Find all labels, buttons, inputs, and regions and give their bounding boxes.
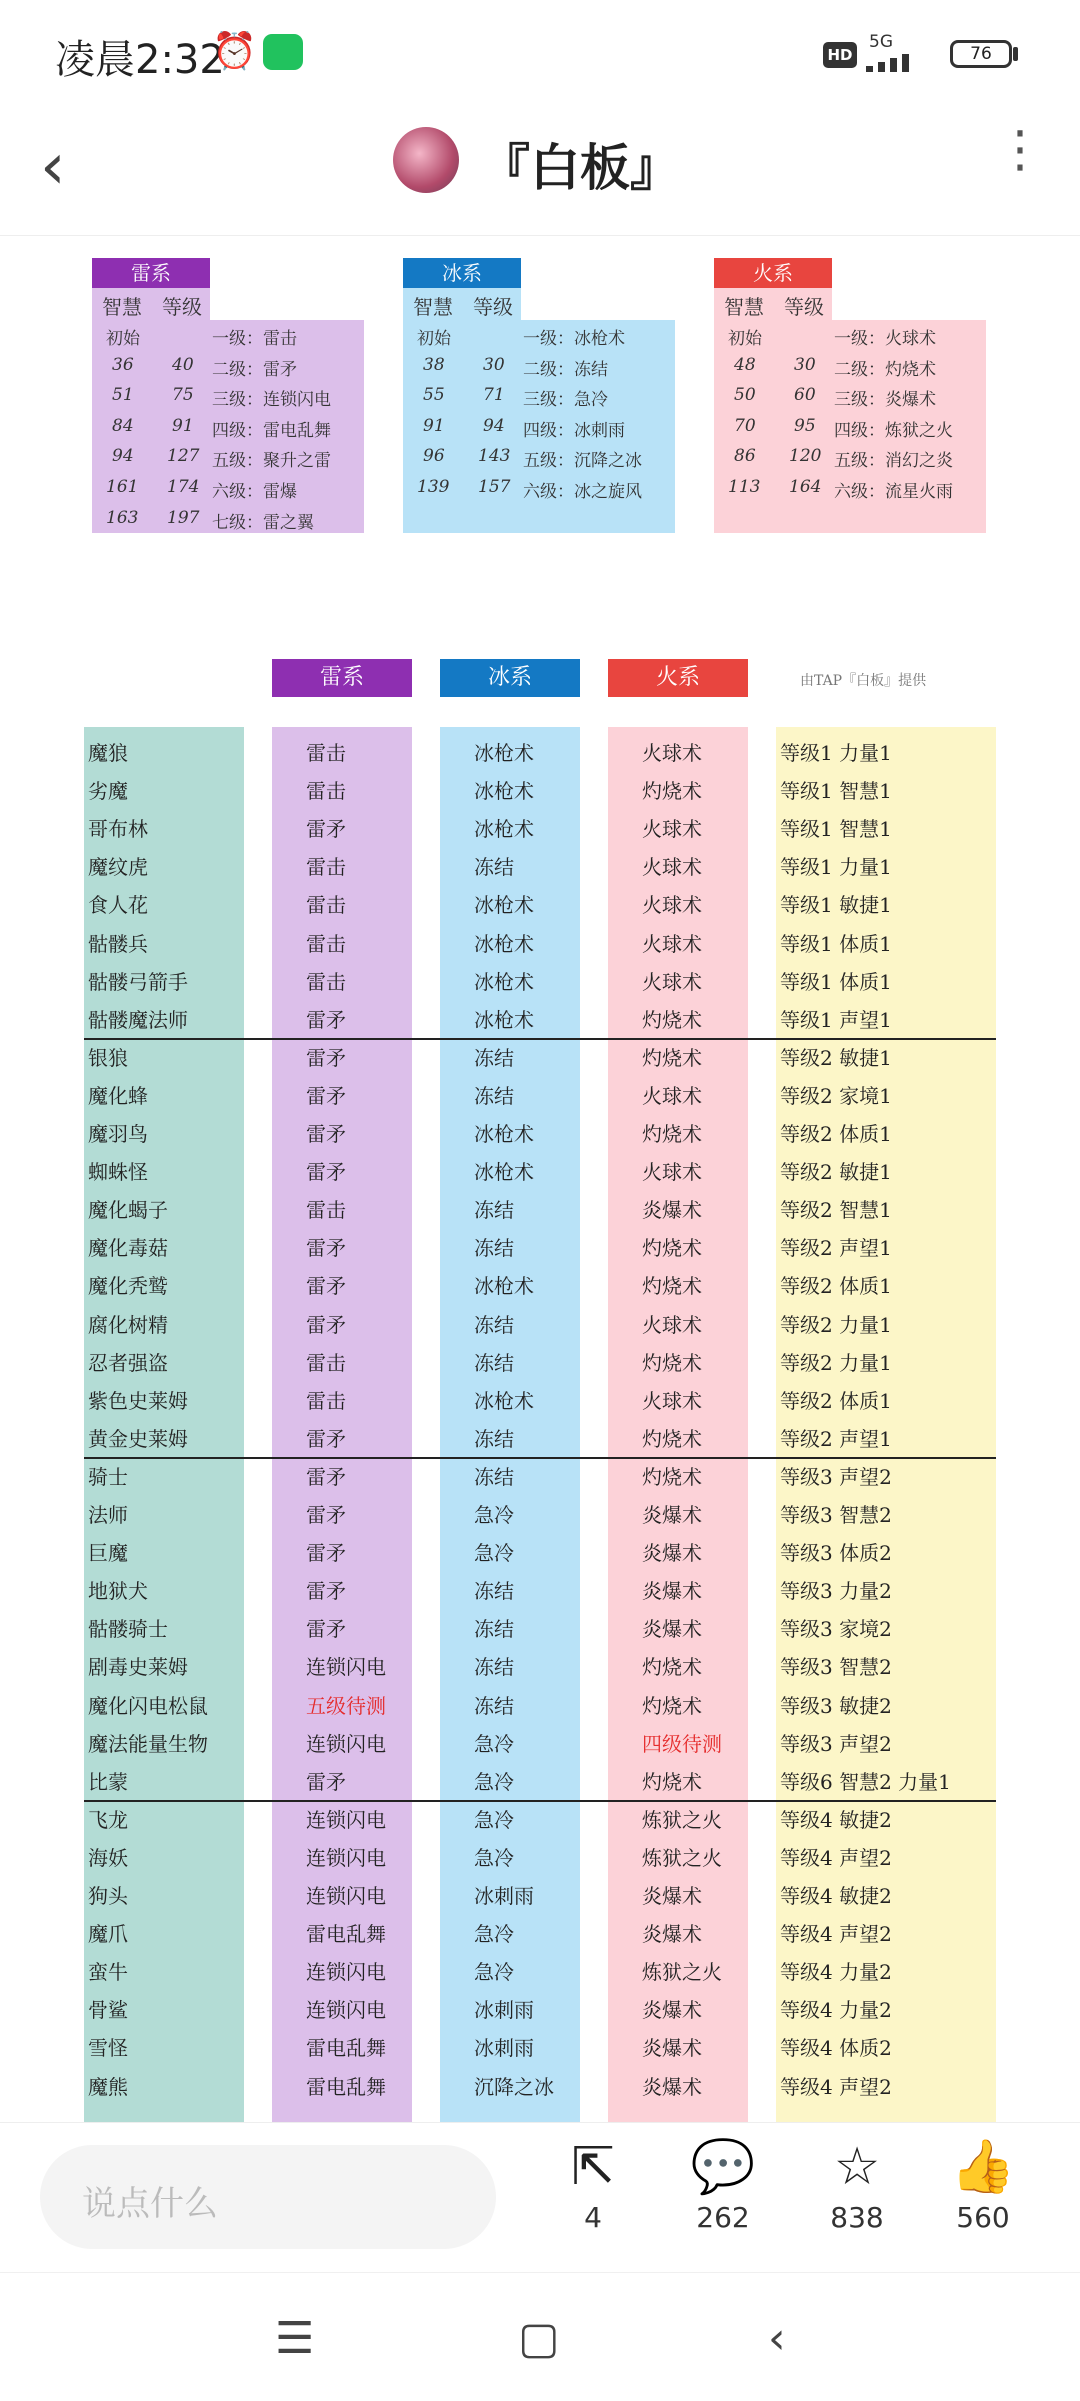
fire-skill-cell: 火球术 xyxy=(642,893,702,918)
card-row: 163 197 七级：雷之翼 xyxy=(106,507,314,533)
card-header-wisdom: 智慧 xyxy=(724,295,764,319)
reward-cell: 等级3 力量2 xyxy=(780,1579,892,1604)
card-row: 48 30 二级：灼烧术 xyxy=(734,354,936,380)
ice-skill-cell: 急冷 xyxy=(474,1541,514,1566)
share-button[interactable] xyxy=(538,2133,648,2234)
ice-skill-cell: 冻结 xyxy=(474,855,514,880)
fire-skill-cell: 火球术 xyxy=(642,855,702,880)
ice-skill-cell: 冰枪术 xyxy=(474,893,534,918)
monster-name-cell: 魔化闪电松鼠 xyxy=(88,1693,208,1718)
ice-skill-cell: 冻结 xyxy=(474,1579,514,1604)
fire-skill-cell: 炎爆术 xyxy=(642,1541,702,1566)
ice-skill-cell: 冰刺雨 xyxy=(474,2036,534,2061)
card-header-wisdom: 智慧 xyxy=(413,295,453,319)
fire-skill-cell: 灼烧术 xyxy=(642,1693,702,1718)
lightning-skill-cell: 连锁闪电 xyxy=(306,1845,386,1870)
fire-skill-cell: 火球术 xyxy=(642,1160,702,1185)
monster-name-cell: 剧毒史莱姆 xyxy=(88,1655,188,1680)
ice-skill-cell: 冰枪术 xyxy=(474,817,534,842)
comment-placeholder: 说点什么 xyxy=(82,2184,218,2224)
lightning-skill-cell: 雷击 xyxy=(306,741,346,765)
hd-badge: HD xyxy=(823,42,857,68)
reward-cell: 等级3 智慧2 xyxy=(780,1655,892,1680)
reward-cell: 等级3 体质2 xyxy=(780,1541,892,1566)
like-button[interactable] xyxy=(928,2133,1038,2234)
fire-skill-cell: 火球术 xyxy=(642,1312,702,1337)
favorite-count: 838 xyxy=(830,2201,884,2234)
fire-skill-cell: 灼烧术 xyxy=(642,1350,702,1375)
fire-skill-cell: 火球术 xyxy=(642,969,702,994)
lightning-skill-cell: 雷矛 xyxy=(306,1464,346,1489)
ice-skill-cell: 冻结 xyxy=(474,1426,514,1451)
card-title: 冰系 xyxy=(403,258,521,288)
lightning-skill-cell: 雷矛 xyxy=(306,1769,346,1794)
fire-skill-cell: 灼烧术 xyxy=(642,1274,702,1299)
card-row: 初始 一级：雷击 xyxy=(106,329,297,349)
reward-cell: 等级4 敏捷2 xyxy=(780,1884,892,1908)
card-row: 139 157 六级：冰之旋风 xyxy=(417,477,642,502)
reward-cell: 等级1 力量1 xyxy=(780,855,892,880)
fire-skill-cell: 火球术 xyxy=(642,817,702,842)
lightning-skill-cell: 雷矛 xyxy=(306,1312,346,1337)
fire-skill-cell: 火球术 xyxy=(642,1388,702,1413)
monster-name-cell: 魔化蝎子 xyxy=(88,1198,168,1223)
card-row: 84 91 四级：雷电乱舞 xyxy=(112,415,331,441)
card-row: 161 174 六级：雷爆 xyxy=(106,477,297,502)
fire-skill-cell: 炎爆术 xyxy=(642,1579,702,1604)
share-icon: ⇱ xyxy=(571,2137,615,2197)
ice-skill-cell: 冻结 xyxy=(474,1350,514,1375)
fire-skill-cell: 炎爆术 xyxy=(642,1922,702,1947)
bottom-action-bar xyxy=(0,2122,1080,2273)
ice-skill-cell: 冰枪术 xyxy=(474,1122,534,1146)
card-header-level: 等级 xyxy=(784,295,824,319)
table-credit: 由TAP『白板』提供 xyxy=(800,673,927,689)
fire-skill-cell: 炎爆术 xyxy=(642,1998,702,2023)
ice-skill-cell: 冻结 xyxy=(474,1655,514,1680)
reward-cell: 等级3 敏捷2 xyxy=(780,1693,892,1718)
comment-bubble-icon: 💬 xyxy=(690,2137,756,2197)
comment-button[interactable] xyxy=(668,2133,778,2234)
reward-cell: 等级1 声望1 xyxy=(780,1007,892,1032)
card-row: 36 40 二级：雷矛 xyxy=(112,354,297,380)
reward-cell: 等级4 声望2 xyxy=(780,1922,892,1947)
fire-skill-cell: 四级待测 xyxy=(642,1731,722,1756)
lightning-skill-cell: 连锁闪电 xyxy=(306,1731,386,1756)
lightning-skill-cell: 雷矛 xyxy=(306,1617,346,1642)
ice-skill-cell: 冰枪术 xyxy=(474,931,534,956)
fire-skill-cell: 灼烧术 xyxy=(642,1122,702,1146)
card-title: 火系 xyxy=(714,258,832,288)
monster-name-cell: 海妖 xyxy=(88,1845,128,1870)
alarm-icon: ⏰ xyxy=(212,31,257,72)
ice-skill-cell: 急冷 xyxy=(474,1503,514,1527)
monster-name-cell: 骷髅骑士 xyxy=(88,1617,168,1642)
lightning-skill-cell: 五级待测 xyxy=(306,1693,386,1718)
card-row: 94 127 五级：聚升之雷 xyxy=(112,446,331,472)
fire-skill-cell: 火球术 xyxy=(642,931,702,956)
ice-skill-cell: 急冷 xyxy=(474,1807,514,1832)
reward-cell: 等级1 体质1 xyxy=(780,969,892,994)
lightning-skill-cell: 连锁闪电 xyxy=(306,1884,386,1908)
ice-skill-cell: 急冷 xyxy=(474,1845,514,1870)
group-divider xyxy=(84,1800,996,1802)
fire-skill-cell: 炎爆术 xyxy=(642,1198,702,1223)
fire-skill-cell: 炎爆术 xyxy=(642,1617,702,1642)
lightning-skill-cell: 雷击 xyxy=(306,1388,346,1413)
fire-skill-cell: 灼烧术 xyxy=(642,1464,702,1489)
monster-name-cell: 骷髅兵 xyxy=(88,931,148,956)
ice-skill-cell: 冻结 xyxy=(474,1045,514,1070)
monster-name-cell: 魔化蜂 xyxy=(88,1083,148,1108)
table-header-fire: 火系 xyxy=(608,659,748,697)
lightning-skill-cell: 雷矛 xyxy=(306,1541,346,1566)
fire-skill-cell: 炎爆术 xyxy=(642,1884,702,1908)
reward-cell: 等级2 体质1 xyxy=(780,1388,892,1413)
battery-level: 76 xyxy=(970,44,992,64)
lightning-skill-cell: 雷矛 xyxy=(306,1236,346,1261)
fire-skill-cell: 灼烧术 xyxy=(642,1769,702,1794)
reward-cell: 等级2 力量1 xyxy=(780,1312,892,1337)
monster-name-cell: 哥布林 xyxy=(88,817,148,842)
like-count: 560 xyxy=(956,2201,1010,2234)
lightning-skill-cell: 雷击 xyxy=(306,779,346,804)
fire-skill-cell: 炎爆术 xyxy=(642,1503,702,1527)
lightning-skill-cell: 雷击 xyxy=(306,1350,346,1375)
reward-cell: 等级3 家境2 xyxy=(780,1617,892,1642)
fire-skill-cell: 灼烧术 xyxy=(642,779,702,804)
reward-cell: 等级2 声望1 xyxy=(780,1236,892,1261)
table-header-lightning: 雷系 xyxy=(272,659,412,697)
card-row: 55 71 三级：急冷 xyxy=(423,385,608,411)
ice-skill-cell: 急冷 xyxy=(474,1731,514,1756)
lightning-skill-cell: 雷电乱舞 xyxy=(306,2036,386,2061)
system-nav-bar xyxy=(0,2272,1080,2401)
card-row: 38 30 二级：冻结 xyxy=(423,354,608,380)
ice-skill-cell: 沉降之冰 xyxy=(474,2074,554,2099)
lightning-skill-cell: 雷击 xyxy=(306,893,346,918)
fire-skill-cell: 灼烧术 xyxy=(642,1045,702,1070)
monster-name-cell: 魔化毒菇 xyxy=(88,1236,168,1261)
monster-name-cell: 魔法能量生物 xyxy=(88,1731,208,1756)
fire-skill-cell: 炎爆术 xyxy=(642,2036,702,2061)
card-row: 96 143 五级：沉降之冰 xyxy=(423,446,642,472)
monster-name-cell: 骷髅魔法师 xyxy=(88,1007,188,1032)
monster-name-cell: 地狱犬 xyxy=(88,1579,148,1604)
card-row: 初始 一级：冰枪术 xyxy=(417,329,625,349)
lightning-skill-cell: 雷矛 xyxy=(306,1426,346,1451)
lightning-skill-cell: 雷矛 xyxy=(306,1503,346,1527)
lightning-skill-cell: 雷击 xyxy=(306,855,346,880)
ice-skill-cell: 急冷 xyxy=(474,1922,514,1947)
monster-name-cell: 劣魔 xyxy=(88,779,128,804)
monster-name-cell: 蛮牛 xyxy=(88,1960,128,1985)
monster-name-cell: 魔熊 xyxy=(88,2074,128,2099)
reward-cell: 等级6 智慧2 力量1 xyxy=(780,1769,951,1794)
fire-skill-cell: 炼狱之火 xyxy=(642,1845,722,1870)
reward-cell: 等级2 家境1 xyxy=(780,1083,892,1108)
card-row: 113 164 六级：流星火雨 xyxy=(728,477,953,502)
card-header-wisdom: 智慧 xyxy=(102,295,142,319)
lightning-skill-cell: 连锁闪电 xyxy=(306,1960,386,1985)
reward-cell: 等级1 力量1 xyxy=(780,741,892,765)
lightning-skill-cell: 雷矛 xyxy=(306,817,346,842)
lightning-skill-cell: 雷矛 xyxy=(306,1122,346,1146)
menu-icon[interactable]: ☰ xyxy=(275,2313,315,2364)
monster-name-cell: 魔纹虎 xyxy=(88,855,148,880)
ice-skill-cell: 冰刺雨 xyxy=(474,1884,534,1908)
ice-skill-cell: 冰枪术 xyxy=(474,779,534,804)
monster-name-cell: 食人花 xyxy=(88,893,148,918)
lightning-skill-cell: 雷电乱舞 xyxy=(306,1922,386,1947)
thumbs-up-icon: 👍 xyxy=(950,2137,1016,2197)
reward-cell: 等级4 力量2 xyxy=(780,1960,892,1985)
lightning-skill-cell: 连锁闪电 xyxy=(306,1655,386,1680)
monster-name-cell: 紫色史莱姆 xyxy=(88,1388,188,1413)
home-square-icon[interactable]: ▢ xyxy=(518,2313,560,2364)
ice-skill-cell: 急冷 xyxy=(474,1769,514,1794)
reward-cell: 等级3 智慧2 xyxy=(780,1503,892,1527)
page-title: 『白板』 xyxy=(480,139,680,197)
monster-name-cell: 魔羽鸟 xyxy=(88,1122,148,1146)
ice-skill-cell: 急冷 xyxy=(474,1960,514,1985)
lightning-skill-cell: 雷击 xyxy=(306,1198,346,1223)
lightning-skill-cell: 雷电乱舞 xyxy=(306,2074,386,2099)
group-divider xyxy=(84,1457,996,1459)
lightning-skill-cell: 雷矛 xyxy=(306,1579,346,1604)
reward-cell: 等级2 敏捷1 xyxy=(780,1160,892,1185)
card-title: 雷系 xyxy=(92,258,210,288)
reward-cell: 等级3 声望2 xyxy=(780,1731,892,1756)
card-row: 初始 一级：火球术 xyxy=(728,329,936,349)
monster-name-cell: 雪怪 xyxy=(88,2036,128,2061)
share-count: 4 xyxy=(584,2201,602,2234)
back-icon[interactable]: ‹ xyxy=(768,2313,786,2364)
monster-name-cell: 骷髅弓箭手 xyxy=(88,969,188,994)
reward-cell: 等级1 体质1 xyxy=(780,931,892,956)
lightning-skill-cell: 雷击 xyxy=(306,931,346,956)
card-row: 50 60 三级：炎爆术 xyxy=(734,385,936,411)
ice-skill-cell: 冻结 xyxy=(474,1312,514,1337)
ice-skill-cell: 冰枪术 xyxy=(474,741,534,765)
reward-cell: 等级4 声望2 xyxy=(780,1845,892,1870)
lightning-skill-cell: 雷矛 xyxy=(306,1083,346,1108)
reward-cell: 等级4 声望2 xyxy=(780,2074,892,2099)
ice-skill-cell: 冻结 xyxy=(474,1617,514,1642)
monster-name-cell: 银狼 xyxy=(88,1045,128,1070)
reward-cell: 等级2 力量1 xyxy=(780,1350,892,1375)
more-vertical-icon[interactable]: ⋮ xyxy=(995,120,1045,178)
ice-skill-cell: 冰刺雨 xyxy=(474,1998,534,2023)
table-header-ice: 冰系 xyxy=(440,659,580,697)
reward-cell: 等级4 力量2 xyxy=(780,1998,892,2023)
ice-skill-cell: 冻结 xyxy=(474,1198,514,1223)
fire-skill-cell: 炎爆术 xyxy=(642,2074,702,2099)
ice-skill-cell: 冻结 xyxy=(474,1464,514,1489)
ice-skill-cell: 冻结 xyxy=(474,1236,514,1261)
monster-name-cell: 骨鲨 xyxy=(88,1998,128,2023)
reward-cell: 等级3 声望2 xyxy=(780,1464,892,1489)
monster-name-cell: 黄金史莱姆 xyxy=(88,1426,188,1451)
lightning-skill-cell: 雷击 xyxy=(306,969,346,994)
fire-skill-cell: 灼烧术 xyxy=(642,1426,702,1451)
card-header-level: 等级 xyxy=(473,295,513,319)
lightning-skill-cell: 雷矛 xyxy=(306,1045,346,1070)
lightning-skill-cell: 连锁闪电 xyxy=(306,1807,386,1832)
reward-cell: 等级1 智慧1 xyxy=(780,779,892,804)
reward-cell: 等级4 体质2 xyxy=(780,2036,892,2061)
fire-skill-cell: 火球术 xyxy=(642,1083,702,1108)
ice-skill-cell: 冰枪术 xyxy=(474,969,534,994)
monster-name-cell: 魔爪 xyxy=(88,1922,128,1947)
monster-name-cell: 法师 xyxy=(88,1503,128,1527)
lightning-skill-cell: 雷矛 xyxy=(306,1274,346,1299)
monster-name-cell: 比蒙 xyxy=(88,1769,128,1794)
favorite-button[interactable] xyxy=(802,2133,912,2234)
ice-skill-cell: 冰枪术 xyxy=(474,1007,534,1032)
card-header-level: 等级 xyxy=(162,295,202,319)
monster-name-cell: 魔狼 xyxy=(88,741,128,765)
comment-count: 262 xyxy=(696,2201,750,2234)
monster-name-cell: 魔化秃鹫 xyxy=(88,1274,168,1299)
fire-skill-cell: 灼烧术 xyxy=(642,1236,702,1261)
monster-name-cell: 骑士 xyxy=(88,1464,128,1489)
ice-skill-cell: 冰枪术 xyxy=(474,1388,534,1413)
reward-cell: 等级1 敏捷1 xyxy=(780,893,892,918)
fire-skill-cell: 灼烧术 xyxy=(642,1655,702,1680)
back-chevron-icon[interactable]: ‹ xyxy=(40,130,66,204)
lightning-skill-cell: 雷矛 xyxy=(306,1007,346,1032)
card-row: 51 75 三级：连锁闪电 xyxy=(112,385,331,411)
ice-skill-cell: 冰枪术 xyxy=(474,1274,534,1299)
card-row: 91 94 四级：冰刺雨 xyxy=(423,415,625,441)
fire-skill-cell: 灼烧术 xyxy=(642,1007,702,1032)
comment-input[interactable] xyxy=(40,2145,496,2249)
reward-cell: 等级2 声望1 xyxy=(780,1426,892,1451)
monster-name-cell: 蜘蛛怪 xyxy=(88,1160,148,1185)
reward-cell: 等级2 体质1 xyxy=(780,1122,892,1146)
ice-skill-cell: 冻结 xyxy=(474,1083,514,1108)
fire-skill-cell: 火球术 xyxy=(642,741,702,765)
ice-skill-cell: 冰枪术 xyxy=(474,1160,534,1185)
fire-skill-cell: 炼狱之火 xyxy=(642,1807,722,1832)
reward-cell: 等级2 智慧1 xyxy=(780,1198,892,1223)
lightning-skill-cell: 连锁闪电 xyxy=(306,1998,386,2023)
monster-name-cell: 飞龙 xyxy=(88,1807,128,1832)
star-icon: ☆ xyxy=(833,2137,881,2197)
monster-name-cell: 腐化树精 xyxy=(88,1312,168,1337)
monster-name-cell: 巨魔 xyxy=(88,1541,128,1566)
ice-skill-cell: 冻结 xyxy=(474,1693,514,1718)
reward-cell: 等级4 敏捷2 xyxy=(780,1807,892,1832)
lightning-skill-cell: 雷矛 xyxy=(306,1160,346,1185)
reward-cell: 等级2 敏捷1 xyxy=(780,1045,892,1070)
card-row: 70 95 四级：炼狱之火 xyxy=(734,415,953,441)
monster-name-cell: 狗头 xyxy=(88,1884,128,1908)
reward-cell: 等级2 体质1 xyxy=(780,1274,892,1299)
group-divider xyxy=(84,1038,996,1040)
fire-skill-cell: 炼狱之火 xyxy=(642,1960,722,1985)
monster-name-cell: 忍者强盗 xyxy=(88,1350,168,1375)
card-row: 86 120 五级：消幻之炎 xyxy=(734,446,953,472)
reward-cell: 等级1 智慧1 xyxy=(780,817,892,842)
network-label: 5G xyxy=(869,32,893,52)
status-time: 凌晨2:32 xyxy=(55,37,225,83)
